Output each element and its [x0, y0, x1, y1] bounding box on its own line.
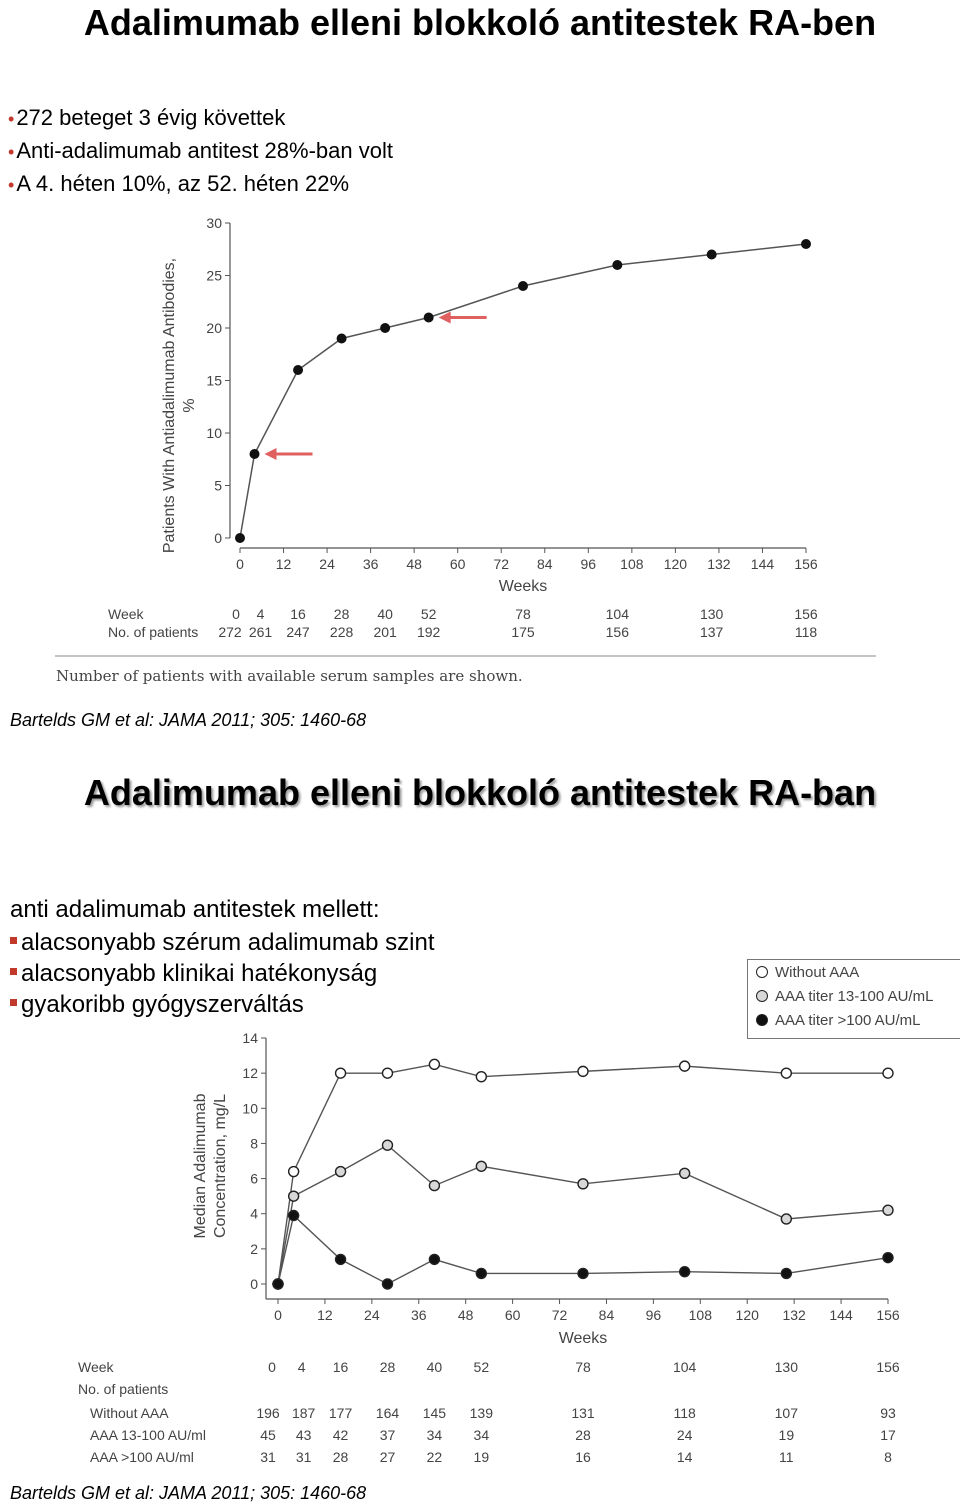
x-tick-label: 24 — [364, 1307, 380, 1323]
x-tick-label: 96 — [580, 556, 597, 572]
table-week-value: 156 — [876, 1359, 900, 1375]
x-tick-label: 48 — [406, 556, 422, 572]
slide2-title: Adalimumab elleni blokkoló antitestek RA-ban — [83, 772, 877, 813]
gray-circle-icon — [756, 990, 768, 1002]
x-tick-label: 120 — [663, 556, 688, 572]
table-patient-count: 28 — [332, 1449, 349, 1465]
table-patient-count: 34 — [473, 1427, 490, 1443]
table-patient-count: 14 — [676, 1449, 693, 1465]
table-patient-count: 187 — [291, 1405, 316, 1421]
x-tick-label: 12 — [275, 556, 292, 572]
y-tick-label: 15 — [206, 372, 222, 389]
x-tick-label: 0 — [274, 1307, 282, 1323]
y-tick-label: 30 — [206, 215, 222, 231]
data-point — [289, 1167, 299, 1177]
table-week-value: 16 — [332, 1359, 349, 1375]
data-point — [289, 1191, 299, 1201]
list-item: gyakoribb gyógyszerváltás — [10, 989, 435, 1020]
slide1-title: Adalimumab elleni blokkoló antitestek RA-ben — [83, 2, 877, 43]
table-week-value: 4 — [297, 1359, 306, 1375]
y-tick-label: 0 — [214, 530, 222, 546]
x-tick-label: 72 — [493, 556, 510, 572]
data-point — [680, 1267, 690, 1277]
table-week-value: 40 — [377, 606, 393, 622]
x-tick-label: 12 — [317, 1307, 333, 1323]
table-patients-header: No. of patients — [108, 624, 199, 640]
x-tick-label: 156 — [876, 1307, 900, 1323]
data-point — [801, 239, 811, 249]
table-week-value: 40 — [426, 1359, 443, 1375]
data-point — [476, 1268, 486, 1278]
adalimumab-concentration-chart — [0, 1025, 960, 1480]
table-patient-count: 19 — [473, 1449, 490, 1465]
x-tick-label: 72 — [551, 1307, 568, 1323]
y-tick-label: 4 — [250, 1205, 258, 1222]
x-tick-label: 84 — [598, 1307, 615, 1323]
y-axis-label-unit: % — [181, 398, 198, 413]
x-tick-label: 36 — [410, 1307, 427, 1323]
table-patient-count: 45 — [260, 1427, 276, 1443]
table-patient-count: 118 — [673, 1405, 696, 1421]
table-patient-count: 93 — [880, 1405, 896, 1421]
x-tick-label: 24 — [319, 556, 335, 572]
data-point — [578, 1066, 588, 1076]
table-patient-count: 164 — [375, 1405, 400, 1421]
slide2-intro: anti adalimumab antitestek mellett: — [10, 896, 380, 923]
table-patient-count: 196 — [256, 1405, 280, 1421]
table-week-value: 156 — [794, 606, 818, 622]
data-point — [680, 1061, 690, 1071]
list-item: •272 beteget 3 évig követtek — [8, 105, 286, 130]
table-row-label: AAA >100 AU/ml — [90, 1449, 194, 1465]
slide2-bullet-list — [10, 927, 435, 1020]
table-week-value: 78 — [575, 1359, 591, 1375]
arrow-head-icon — [265, 448, 277, 460]
data-point — [578, 1179, 588, 1189]
table-week-header: Week — [108, 606, 144, 622]
data-point — [382, 1279, 392, 1289]
data-point — [680, 1168, 690, 1178]
data-point — [380, 323, 390, 333]
data-point — [883, 1068, 893, 1078]
table-week-value: 78 — [515, 606, 531, 622]
table-patient-count: 24 — [676, 1427, 693, 1443]
data-point — [336, 1254, 346, 1264]
data-point — [382, 1068, 392, 1078]
data-point — [424, 313, 434, 323]
table-patient-count: 137 — [699, 624, 724, 640]
table-week-value: 0 — [232, 606, 240, 622]
data-point — [518, 281, 528, 291]
y-tick-label: 10 — [242, 1100, 258, 1117]
slide1-bullet-list — [8, 102, 393, 201]
table-patient-count: 31 — [260, 1449, 276, 1465]
open-circle-icon — [756, 966, 768, 978]
data-point — [293, 365, 303, 375]
x-tick-label: 120 — [735, 1307, 759, 1323]
x-tick-label: 108 — [688, 1307, 712, 1323]
table-patient-count: 107 — [774, 1405, 799, 1421]
table-patient-count: 8 — [884, 1449, 892, 1465]
table-patient-count: 139 — [469, 1405, 494, 1421]
y-tick-label: 8 — [250, 1135, 258, 1152]
chart-footnote: Number of patients with available serum samples are shown. — [56, 667, 523, 685]
table-patient-count: 11 — [779, 1449, 794, 1465]
data-point — [429, 1254, 439, 1264]
list-item: •Anti-adalimumab antitest 28%-ban volt — [8, 138, 393, 163]
table-week-value: 16 — [290, 606, 306, 622]
list-item: alacsonyabb klinikai hatékonyság — [10, 958, 435, 989]
data-point — [612, 260, 622, 270]
table-patient-count: 27 — [379, 1449, 396, 1465]
table-patient-count: 42 — [332, 1427, 349, 1443]
y-tick-label: 10 — [206, 425, 222, 441]
table-patient-count: 43 — [295, 1427, 312, 1443]
data-point — [289, 1210, 299, 1220]
legend-item-aaa-over-100: AAA titer >100 AU/mL — [748, 1010, 960, 1032]
y-axis-label: Patients With Antiadalimumab Antibodies, — [161, 257, 178, 554]
slide1-citation: Bartelds GM et al: JAMA 2011; 305: 1460-68 — [10, 710, 367, 730]
x-tick-label: 84 — [536, 556, 553, 572]
table-patient-count: 145 — [422, 1405, 447, 1421]
x-tick-label: 60 — [449, 556, 466, 572]
table-week-value: 0 — [268, 1359, 276, 1375]
x-tick-label: 144 — [750, 556, 775, 572]
table-patient-count: 175 — [511, 624, 535, 640]
y-axis-label: Median Adalimumab — [192, 1093, 209, 1239]
data-point — [336, 1068, 346, 1078]
x-tick-label: 36 — [362, 556, 379, 572]
y-tick-label: 0 — [250, 1276, 258, 1292]
y-tick-label: 25 — [206, 267, 222, 284]
x-tick-label: 108 — [620, 556, 644, 572]
table-patient-count: 31 — [295, 1449, 312, 1465]
table-patient-count: 261 — [248, 624, 273, 640]
x-tick-label: 96 — [645, 1307, 662, 1323]
x-tick-label: 60 — [504, 1307, 521, 1323]
table-week-value: 104 — [672, 1359, 697, 1375]
table-patient-count: 156 — [605, 624, 630, 640]
series-line — [278, 1064, 888, 1284]
table-row-label: AAA 13-100 AU/ml — [90, 1427, 206, 1443]
x-tick-label: 132 — [782, 1307, 806, 1323]
data-point — [781, 1068, 791, 1078]
x-axis-label: Weeks — [498, 578, 548, 595]
y-tick-label: 2 — [250, 1240, 258, 1257]
table-week-value: 130 — [774, 1359, 799, 1375]
y-tick-label: 14 — [242, 1030, 258, 1046]
y-axis-label-unit: Concentration, mg/L — [212, 1093, 229, 1239]
table-patient-count: 118 — [794, 624, 818, 640]
data-point — [250, 449, 260, 459]
x-tick-label: 144 — [829, 1307, 853, 1323]
data-point — [781, 1214, 791, 1224]
table-week-value: 28 — [333, 606, 350, 622]
table-patient-count: 34 — [426, 1427, 443, 1443]
data-point — [883, 1205, 893, 1215]
table-week-value: 52 — [420, 606, 437, 622]
data-point — [336, 1167, 346, 1177]
table-week-header: Week — [78, 1359, 114, 1375]
series-line — [278, 1145, 888, 1284]
y-tick-label: 6 — [250, 1170, 258, 1187]
table-patient-count: 28 — [575, 1427, 591, 1443]
data-point — [476, 1161, 486, 1171]
antibody-incidence-chart — [0, 200, 960, 700]
y-tick-label: 5 — [214, 477, 222, 494]
data-point — [707, 250, 717, 260]
table-patient-count: 19 — [778, 1427, 795, 1443]
table-patient-count: 131 — [571, 1405, 595, 1421]
table-row-label: Without AAA — [90, 1405, 169, 1421]
legend-item-aaa-13-100: AAA titer 13-100 AU/mL — [748, 986, 960, 1008]
table-week-value: 4 — [256, 606, 265, 622]
data-point — [476, 1072, 486, 1082]
table-week-value: 52 — [473, 1359, 490, 1375]
data-point — [883, 1253, 893, 1263]
x-tick-label: 0 — [236, 556, 244, 572]
list-item: •A 4. héten 10%, az 52. héten 22% — [8, 171, 350, 196]
data-point — [382, 1140, 392, 1150]
list-item: alacsonyabb szérum adalimumab szint — [10, 927, 435, 958]
x-tick-label: 156 — [794, 556, 818, 572]
data-point — [273, 1279, 283, 1289]
table-week-value: 28 — [379, 1359, 396, 1375]
table-week-value: 130 — [699, 606, 724, 622]
data-point — [235, 533, 245, 543]
data-point — [429, 1059, 439, 1069]
y-tick-label: 20 — [206, 320, 222, 336]
table-patient-count: 201 — [373, 624, 397, 640]
data-point — [781, 1268, 791, 1278]
table-patient-count: 16 — [575, 1449, 591, 1465]
x-tick-label: 132 — [707, 556, 731, 572]
table-patient-count: 37 — [379, 1427, 396, 1443]
table-patient-count: 177 — [328, 1405, 353, 1421]
table-patient-count: 192 — [416, 624, 441, 640]
table-patient-count: 17 — [880, 1427, 896, 1443]
y-tick-label: 12 — [242, 1065, 258, 1082]
data-point — [578, 1268, 588, 1278]
data-point — [337, 334, 347, 344]
slide2-citation: Bartelds GM et al: JAMA 2011; 305: 1460-68 — [10, 1483, 367, 1503]
table-patient-count: 272 — [218, 624, 242, 640]
table-patient-count: 228 — [329, 624, 354, 640]
table-patient-count: 22 — [426, 1449, 443, 1465]
legend-item-without-aaa: Without AAA — [748, 962, 960, 984]
x-axis-label: Weeks — [558, 1330, 608, 1347]
data-point — [429, 1181, 439, 1191]
x-tick-label: 48 — [457, 1307, 474, 1323]
table-patient-count: 247 — [286, 624, 310, 640]
table-patients-header: No. of patients — [78, 1381, 169, 1397]
table-week-value: 104 — [605, 606, 630, 622]
